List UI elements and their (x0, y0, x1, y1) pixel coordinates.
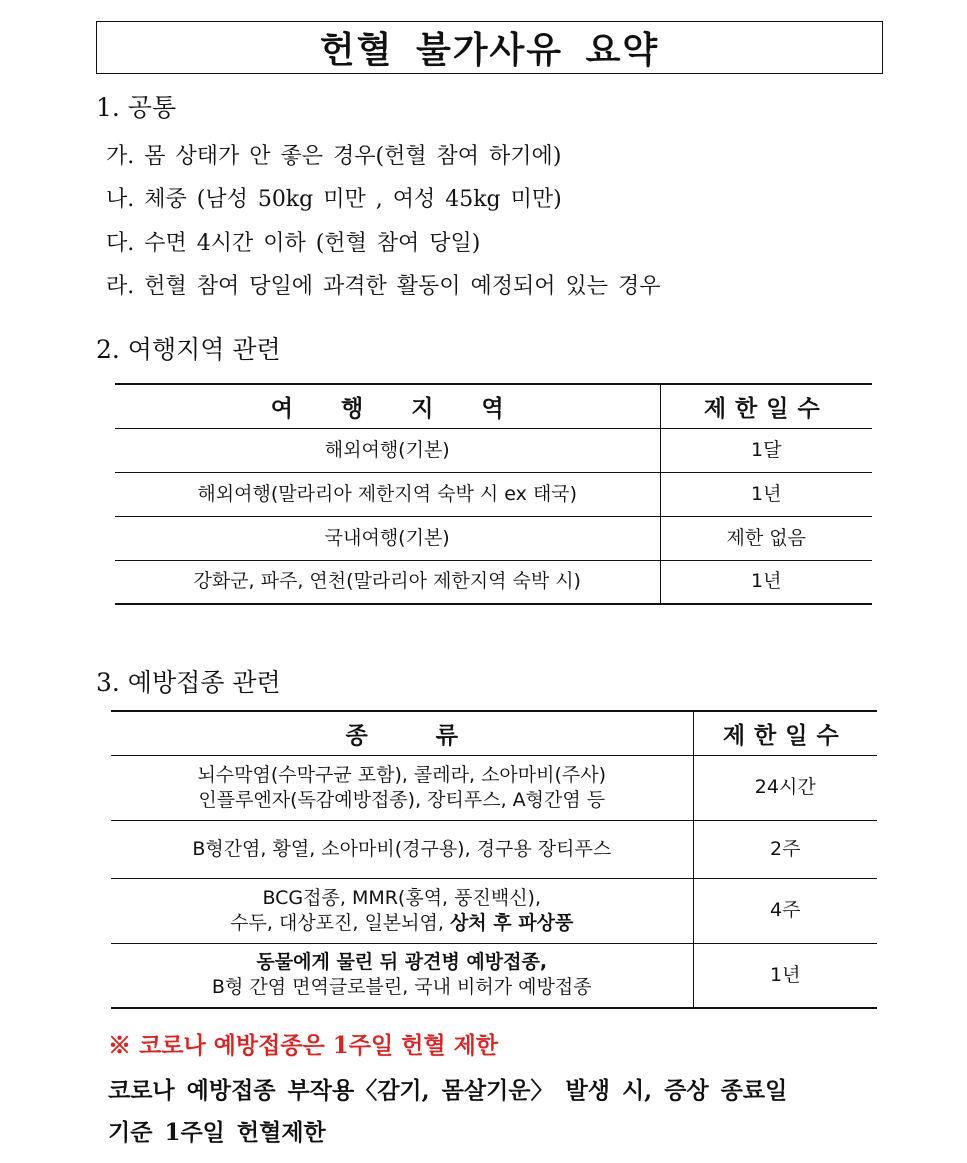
header-region: 여 행 지 역 (270, 395, 504, 422)
table-row (115, 472, 872, 516)
cell-limit: 2주 (693, 820, 877, 878)
cell-limit: 1달 (660, 428, 872, 472)
cell-limit: 4주 (693, 878, 877, 943)
vaccine-line: B형 간염 면역글로블린, 국내 비허가 예방접종 (211, 976, 592, 999)
cell-vaccine-type (111, 755, 693, 820)
vaccine-line: BCG접종, MMR(홍역, 풍진백신), (262, 886, 542, 909)
vaccine-line-emphasis: 동물에게 물린 뒤 광견병 예방접종, (256, 951, 548, 974)
note-line: 코로나 예방접종 부작용〈감기, 몸살기운〉 발생 시, 증상 종료일 (108, 1077, 788, 1104)
cell-region: 강화군, 파주, 연천(말라리아 제한지역 숙박 시) (115, 560, 660, 604)
table-header-row (115, 384, 872, 428)
table-row (115, 516, 872, 560)
cell-vaccine-type (111, 878, 693, 943)
list-item: 나. 체중 (남성 50kg 미만 , 여성 45kg 미만) (106, 187, 562, 212)
vaccine-text-emphasis: 상처 후 파상풍 (449, 911, 574, 934)
vaccine-line: 인플루엔자(독감예방접종), 장티푸스, A형간염 등 (198, 788, 606, 811)
section-heading-travel: 2. 여행지역 관련 (96, 335, 281, 364)
vaccination-restriction-table (111, 710, 877, 1009)
cell-limit: 24시간 (693, 755, 877, 820)
cell-limit: 1년 (660, 560, 872, 604)
cell-vaccine-type (111, 820, 693, 878)
vaccine-text: 수두, 대상포진, 일본뇌염, (230, 911, 450, 934)
table-row (111, 943, 877, 1008)
table-header-row (111, 711, 877, 755)
table-row (115, 560, 872, 604)
table-row (111, 878, 877, 943)
page-title: 헌혈 불가사유 요약 (319, 30, 660, 71)
list-item: 다. 수면 4시간 이하 (헌혈 참여 당일) (106, 231, 481, 256)
travel-restriction-table (115, 383, 872, 605)
note-line: 기준 1주일 헌혈제한 (108, 1119, 326, 1146)
cell-limit: 1년 (660, 472, 872, 516)
header-limit: 제한일수 (693, 711, 877, 755)
vaccine-line: B형간염, 황열, 소아마비(경구용), 경구용 장티푸스 (192, 837, 612, 860)
cell-region: 해외여행(기본) (115, 428, 660, 472)
section-heading-vaccination: 3. 예방접종 관련 (96, 668, 281, 697)
title-box (96, 21, 883, 74)
table-row (115, 428, 872, 472)
cell-limit: 1년 (693, 943, 877, 1008)
list-item: 가. 몸 상태가 안 좋은 경우(헌혈 참여 하기에) (106, 144, 562, 169)
list-item: 라. 헌혈 참여 당일에 과격한 활동이 예정되어 있는 경우 (106, 274, 661, 299)
vaccine-line (111, 911, 693, 936)
covid-vaccine-note: ※ 코로나 예방접종은 1주일 헌혈 제한 (108, 1032, 499, 1059)
cell-limit: 제한 없음 (660, 516, 872, 560)
vaccine-line: 뇌수막염(수막구균 포함), 콜레라, 소아마비(주사) (197, 763, 607, 786)
table-row (111, 820, 877, 878)
header-type: 종 류 (345, 722, 458, 749)
covid-side-effect-note (108, 1070, 908, 1154)
section-heading-common: 1. 공통 (96, 93, 177, 122)
cell-region: 해외여행(말라리아 제한지역 숙박 시 ex 태국) (115, 472, 660, 516)
cell-vaccine-type (111, 943, 693, 1008)
header-limit: 제한일수 (660, 384, 872, 428)
cell-region: 국내여행(기본) (115, 516, 660, 560)
table-row (111, 755, 877, 820)
